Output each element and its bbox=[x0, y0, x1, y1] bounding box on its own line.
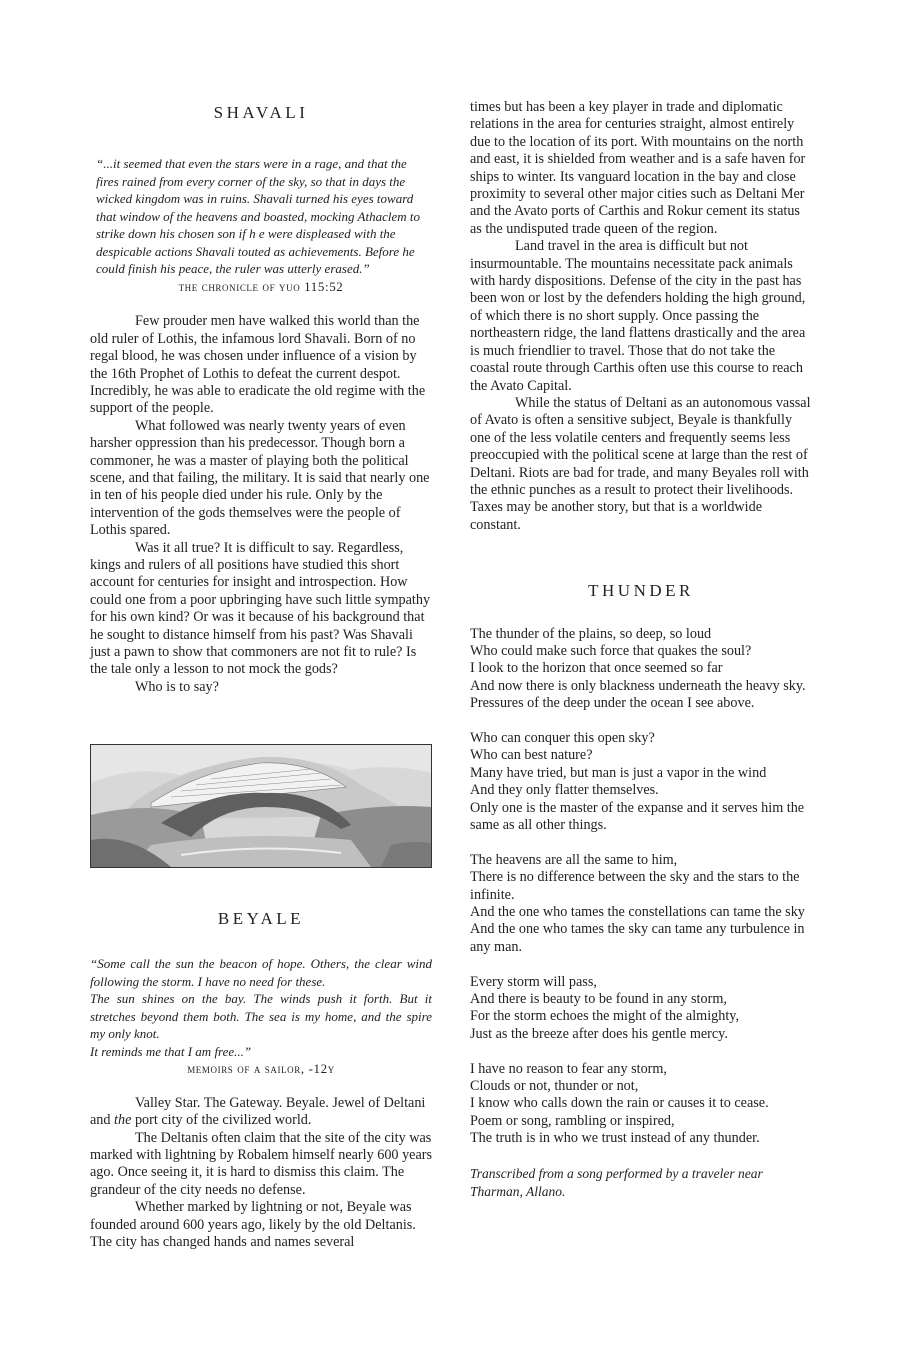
thunder-poem bbox=[470, 626, 812, 1201]
bridge-illustration bbox=[90, 744, 432, 868]
poem-line: And the one who tames the constellations can tame the sky bbox=[470, 904, 805, 921]
beyale-paragraph-4: Land travel in the area is difficult but not insurmountable. The mountains necessitate pack animals with hardy dispositions. Defense of the city in the past has been won or lost by the defenders holding the high ground, of which there is no short supply. Once passing the northeastern ridge, the land flattens drastically and the area is much friendlier to travel. Those that do not take the coastal route through Carthis often use this course to reach the Avato Capital. bbox=[470, 238, 806, 394]
poem-line: For the storm echoes the might of the almighty, bbox=[470, 1008, 739, 1025]
shavali-heading: SHAVALI bbox=[213, 103, 309, 122]
poem-line: Every storm will pass, bbox=[470, 973, 597, 990]
stanza-5 bbox=[470, 1061, 812, 1148]
poem-line: And the one who tames the sky can tame any turbulence in any man. bbox=[470, 921, 805, 955]
poem-line: Many have tried, but man is just a vapor in the wind bbox=[470, 764, 767, 781]
poem-line: Only one is the master of the expanse and it serves him the same as all other things. bbox=[470, 799, 805, 834]
poem-line: Clouds or not, thunder or not, bbox=[470, 1078, 639, 1095]
thunder-footnote: Transcribed from a song performed by a traveler near Tharman, Allano. bbox=[470, 1166, 763, 1199]
beyale-heading: BEYALE bbox=[217, 909, 305, 928]
shavali-epigraph: “...it seemed that even the stars were in a rage, and that the fires rained from every corner of the sky, so that in days the wicked kingdom was in ruins. Shavali turned his eyes toward that window of the heavens and boasted, mocking Athaclem to strike down his chosen son if h e were displeased with the despicable actions Shavali touted as achievements. Before he could finish his peace, the ruler was utterly erased.” bbox=[96, 156, 420, 277]
beyale-epigraph-line-2: The sun shines on the bay. The winds push it forth. But it stretches beyond them both. The sea is my home, and the spire my only knot. bbox=[90, 991, 432, 1042]
beyale-paragraph-3: Whether marked by lightning or not, Beyale was founded around 600 years ago, likely by the old Deltanis. The city has changed hands and names several bbox=[90, 1199, 416, 1251]
beyale-paragraph-2: The Deltanis often claim that the site of the city was marked with lightning by Robalem himself nearly 600 years ago. Once seeing it, it is hard to dismiss this claim. The grandeur of the city needs no defense. bbox=[90, 1129, 433, 1198]
beyale-paragraph-5: While the status of Deltani as an autonomous vassal of Avato is often a sensitive subject, Beyale is thankfully one of the less volatile centers and frequently seems less preoccupied with the political scene at large than the rest of Deltani. Riots are bad for trade, and many Beyales roll with the ethnic punches as a result to protect their livelihoods. Taxes may be another story, but that is a worldwide constant. bbox=[470, 394, 811, 533]
poem-line: The thunder of the plains, so deep, so loud bbox=[470, 625, 712, 642]
beyale-section bbox=[90, 910, 432, 1251]
beyale-epigraph bbox=[90, 955, 432, 1060]
poem-line: There is no difference between the sky and the stars to the infinite. bbox=[470, 869, 800, 903]
poem-line: I know who calls down the rain or causes it to cease. bbox=[470, 1095, 769, 1112]
poem-line: The heavens are all the same to him, bbox=[470, 851, 678, 868]
beyale-epigraph-line-1: “Some call the sun the beacon of hope. Others, the clear wind following the storm. I have no need for these. bbox=[90, 956, 432, 989]
shavali-paragraph-1: Few prouder men have walked this world than the old ruler of Lothis, the infamous lord Shavali. Born of no regal blood, he was chosen under influence of a vision by the 16th Prophet of Lothis to defeat the current despot. Incredibly, he was able to eradicate the old regime with the support of the people. bbox=[90, 313, 426, 417]
beyale-p1-text-b: port city of the civilized world. bbox=[131, 1112, 312, 1129]
shavali-citation: the chronicle of yuo 115:52 bbox=[178, 278, 344, 294]
poem-line: I have no reason to fear any storm, bbox=[470, 1060, 667, 1077]
poem-line: Just as the breeze after does his gentle mercy. bbox=[470, 1025, 728, 1042]
poem-line: And now there is only blackness underneath the heavy sky. bbox=[470, 677, 806, 694]
stanza-2 bbox=[470, 730, 812, 834]
stanza-4 bbox=[470, 974, 812, 1044]
right-column bbox=[470, 99, 812, 1200]
poem-line: Poem or song, rambling or inspired, bbox=[470, 1112, 675, 1129]
poem-line: And they only flatter themselves. bbox=[470, 782, 659, 799]
poem-line: And there is beauty to be found in any storm, bbox=[470, 991, 727, 1008]
stanza-3 bbox=[470, 852, 812, 956]
poem-line: The truth is in who we trust instead of any thunder. bbox=[470, 1130, 760, 1147]
beyale-epigraph-line-3: It reminds me that I am free...” bbox=[90, 1043, 252, 1059]
stanza-1 bbox=[470, 626, 812, 713]
poem-line: Pressures of the deep under the ocean I see above. bbox=[470, 695, 755, 712]
beyale-paragraph-1 bbox=[90, 1095, 432, 1130]
beyale-p1-text-a: Valley Star. The Gateway. Beyale. Jewel of Deltani and bbox=[90, 1094, 426, 1129]
left-column bbox=[90, 96, 432, 696]
shavali-paragraph-4: Who is to say? bbox=[135, 678, 219, 695]
thunder-heading: THUNDER bbox=[588, 581, 694, 601]
shavali-paragraph-3: Was it all true? It is difficult to say. Regardless, kings and rulers of all positions have studied this short account for centuries for insight and introspection. How could one from a poor upbringing have such little sympathy for his own kind? Or was it because of his background that he sought to distance himself from his past? Was Shavali just a pawn to show that commoners are not fit to rule? Is the tale only a lesson to not mock the gods? bbox=[90, 539, 431, 678]
shavali-paragraph-2: What followed was nearly twenty years of even harsher oppression than his predecessor. Though born a commoner, he was a master of playing both the political scene, and that failing, the military. It is said that nearly one in ten of his people died under his rule. Only by the intervention of the gods themselves were the people of Lothis spared. bbox=[90, 417, 430, 539]
beyale-p1-emphasis: the bbox=[114, 1112, 132, 1129]
city-bridge-drawing bbox=[91, 745, 431, 867]
poem-line: Who can conquer this open sky? bbox=[470, 729, 655, 746]
beyale-citation: memoirs of a sailor, -12y bbox=[187, 1061, 335, 1077]
poem-line: Who can best nature? bbox=[470, 747, 593, 764]
poem-line: I look to the horizon that once seemed so far bbox=[470, 660, 723, 677]
beyale-continuation: times but has been a key player in trade and diplomatic relations in the area for centuries straight, almost entirely due to the location of its port. With mountains on the north and east, it is shielded from weather and is a safe haven for ships to winter. Its vanguard location in the bay and close proximity to several other major cities such as Deltani Mer and the Avato ports of Carthis and Rokur cement its status as the undisputed trade queen of the region. bbox=[470, 99, 806, 237]
poem-line: Who could make such force that quakes the soul? bbox=[470, 642, 752, 659]
